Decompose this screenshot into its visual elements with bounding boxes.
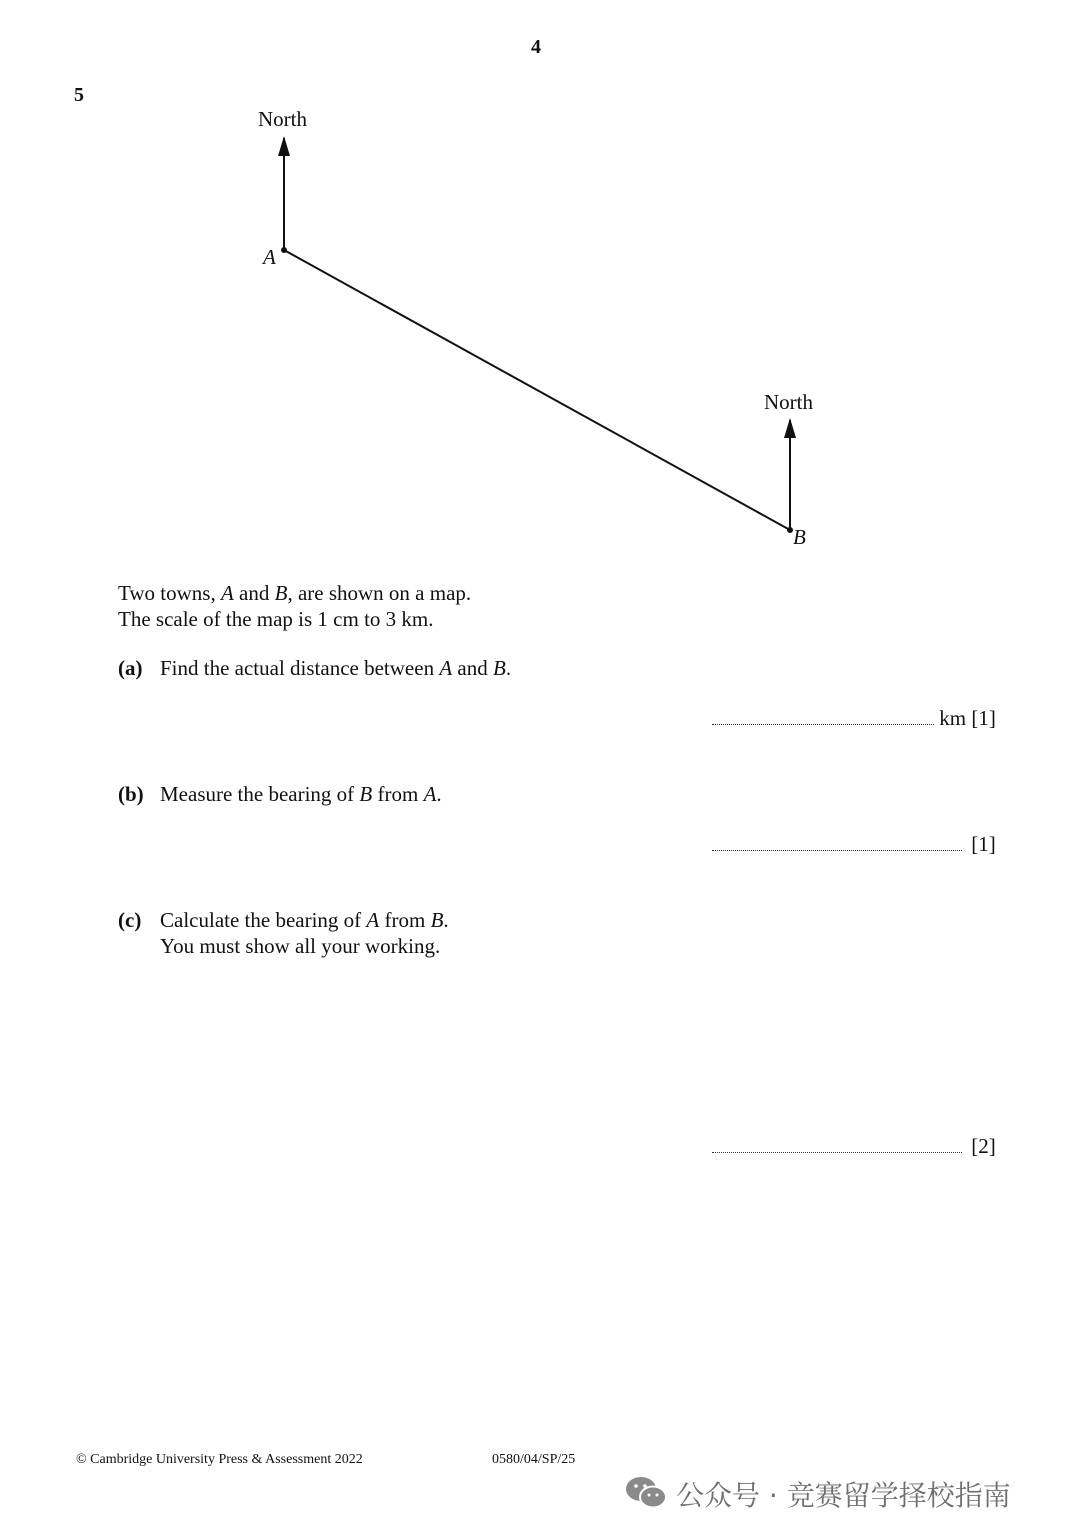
answer-dots[interactable] — [712, 710, 934, 725]
line-ab — [284, 250, 790, 530]
part-c-question: Calculate the bearing of A from B. — [160, 908, 449, 932]
part-c-instruction: You must show all your working. — [160, 934, 441, 958]
question-number: 5 — [74, 84, 84, 106]
part-a-marks: km [1] — [939, 706, 996, 730]
north-label-b: North — [764, 390, 813, 414]
footer-copyright: © Cambridge University Press & Assessment 2022 — [76, 1452, 363, 1467]
north-arrowhead-a — [278, 136, 290, 156]
part-b-question: Measure the bearing of B from A. — [160, 782, 442, 806]
answer-dots[interactable] — [712, 836, 962, 851]
point-a-label: A — [263, 245, 276, 269]
footer-code: 0580/04/SP/25 — [492, 1452, 576, 1467]
part-c-answer-line[interactable] — [712, 1134, 996, 1159]
part-a-answer-line[interactable] — [712, 706, 996, 731]
part-c-marks: [2] — [971, 1134, 996, 1158]
answer-dots[interactable] — [712, 1138, 962, 1153]
part-b-answer-line[interactable] — [712, 832, 996, 857]
watermark-text: 公众号 · 竞赛留学择校指南 — [676, 1479, 1011, 1512]
part-a-label: (a) — [118, 656, 143, 680]
part-b-label: (b) — [118, 782, 144, 806]
part-c-label: (c) — [118, 908, 142, 932]
part-b-marks: [1] — [971, 832, 996, 856]
bearing-diagram — [0, 0, 1080, 560]
point-b-label: B — [793, 525, 806, 549]
intro-line-2: The scale of the map is 1 cm to 3 km. — [118, 607, 434, 631]
wechat-icon — [624, 1474, 668, 1517]
north-arrowhead-b — [784, 418, 796, 438]
north-label-a: North — [258, 107, 307, 131]
page-number: 4 — [531, 36, 541, 58]
part-a-question: Find the actual distance between A and B. — [160, 656, 512, 680]
intro-line-1: Two towns, A and B, are shown on a map. — [118, 581, 472, 605]
